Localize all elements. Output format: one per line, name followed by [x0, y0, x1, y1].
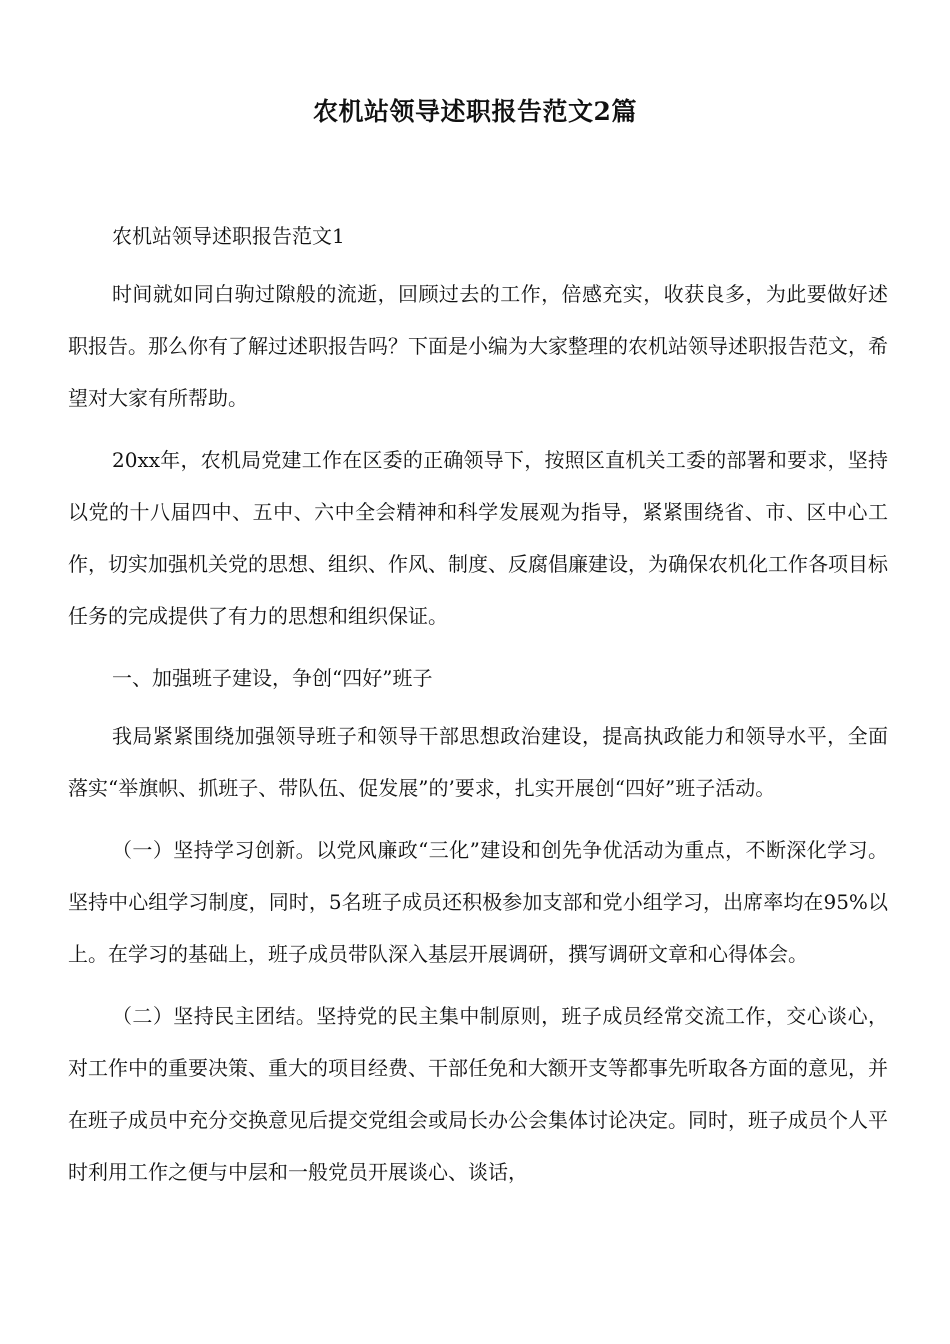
paragraph-team: 我局紧紧围绕加强领导班子和领导干部思想政治建设，提高执政能力和领导水平，全面落实“举旗帜、抓班子、带队伍、促发展”的’要求，扎实开展创“四好”班子活动。 — [68, 724, 888, 800]
paragraph-overview: 20xx年，农机局党建工作在区委的正确领导下，按照区直机关工委的部署和要求，坚持以党的十八届四中、五中、六中全会精神和科学发展观为指导，紧紧围绕省、市、区中心工作，切实加强机关党的思想、组织、作风、制度、反腐倡廉建设，为确保农机化工作各项目标任务的完成提供了有力的思想和组织保证。 — [68, 448, 888, 628]
document-body — [68, 210, 888, 1208]
paragraph-intro: 时间就如同白驹过隙般的流逝，回顾过去的工作，倍感充实，收获良多，为此要做好述职报告。那么你有了解过述职报告吗？下面是小编为大家整理的农机站领导述职报告范文，希望对大家有所帮助。 — [68, 282, 888, 410]
paragraph-democracy: （二）坚持民主团结。坚持党的民主集中制原则，班子成员经常交流工作，交心谈心，对工作中的重要决策、重大的项目经费、干部任免和大额开支等都事先听取各方面的意见，并在班子成员中充分交换意见后提交党组会或局长办公会集体讨论决定。同时，班子成员个人平时利用工作之便与中层和一般党员开展谈心、谈话， — [68, 1004, 888, 1184]
section-heading-1: 农机站领导述职报告范文1 — [112, 224, 345, 248]
section-heading-team: 一、加强班子建设，争创“四好”班子 — [112, 666, 433, 690]
paragraph-study: （一）坚持学习创新。以党风廉政“三化”建设和创先争优活动为重点，不断深化学习。坚持中心组学习制度，同时，5名班子成员还积极参加支部和党小组学习，出席率均在95%以上。在学习的基础上，班子成员带队深入基层开展调研，撰写调研文章和心得体会。 — [68, 838, 888, 966]
document-title: 农机站领导述职报告范文2篇 — [313, 97, 637, 126]
